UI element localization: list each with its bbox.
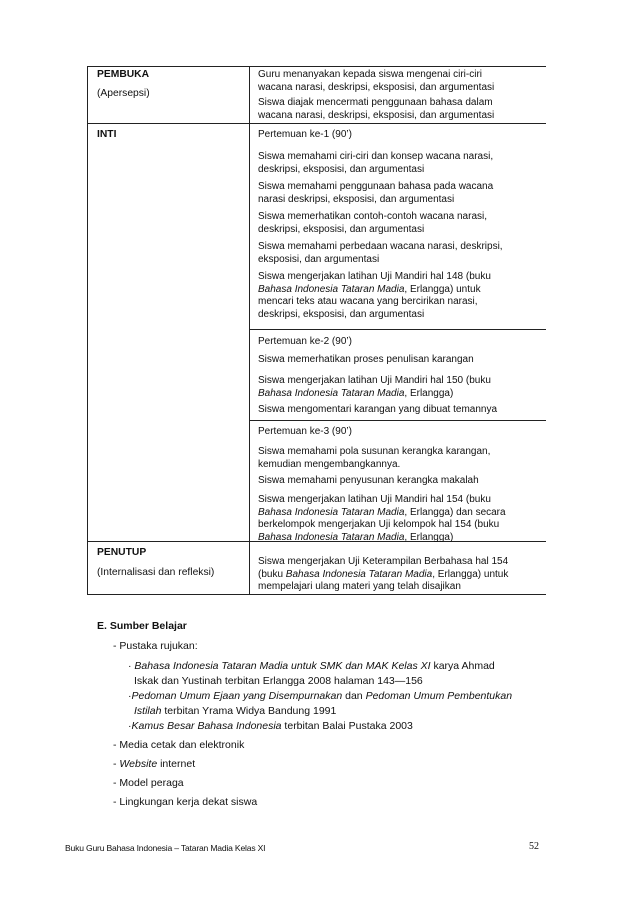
inti-label: INTI	[97, 129, 117, 140]
pembuka-label: PEMBUKA	[97, 69, 150, 80]
meeting-1-item-1: Siswa memahami ciri-ciri dan konsep wacana narasi, deskripsi, eksposisi, dan argumentasi	[258, 151, 494, 175]
pembuka-sub: (Apersepsi)	[97, 88, 150, 99]
media-item: - Media cetak dan elektronik	[113, 739, 245, 751]
row-divider-pembuka-inti	[87, 123, 546, 124]
lingkungan-item: - Lingkungan kerja dekat siswa	[113, 796, 258, 808]
meeting-1-item-5: Siswa mengerjakan latihan Uji Mandiri hal 148 (buku Bahasa Indonesia Tataran Madia, Erlangga) untuk mencari teks atau wacana yang bercirikan narasi, deskripsi, eksposisi, dan argumentasi	[258, 271, 491, 320]
meeting-3-item-2: Siswa memahami penyusunan kerangka makalah	[258, 475, 479, 486]
pembuka-item-2: Siswa diajak mencermati penggunaan bahasa dalam wacana narasi, deskripsi, eksposisi, dan argumentasi	[258, 97, 495, 121]
meeting-2-item-1: Siswa memerhatikan proses penulisan karangan	[258, 354, 474, 365]
meeting-2-item-2: Siswa mengerjakan latihan Uji Mandiri hal 150 (buku Bahasa Indonesia Tataran Madia, Erlangga)	[258, 375, 491, 399]
footer-book-title: Buku Guru Bahasa Indonesia – Tataran Madia Kelas XI	[65, 843, 266, 853]
table-column-divider	[249, 66, 250, 595]
penutup-item: Siswa mengerjakan Uji Keterampilan Berbahasa hal 154 (buku Bahasa Indonesia Tataran Madia, Erlangga) untuk mempelajari ulang materi yang telah disajikan	[258, 556, 509, 592]
meeting-1-item-2: Siswa memahami penggunaan bahasa pada wacana narasi deskripsi, eksposisi, dan argumentasi	[258, 181, 494, 205]
pustaka-rujukan-label: - Pustaka rujukan:	[113, 640, 198, 652]
section-heading-sumber-belajar: E. Sumber Belajar	[97, 620, 187, 632]
penutup-sub: (Internalisasi dan refleksi)	[97, 567, 215, 578]
model-item: - Model peraga	[113, 777, 184, 789]
meeting-2-item-3: Siswa mengomentari karangan yang dibuat temannya	[258, 404, 498, 415]
meeting-1-item-3: Siswa memerhatikan contoh-contoh wacana narasi, deskripsi, eksposisi, dan argumentasi	[258, 211, 488, 235]
reference-item-3: ·Kamus Besar Bahasa Indonesia terbitan Balai Pustaka 2003	[128, 720, 413, 732]
reference-item-2: ·Pedoman Umum Ejaan yang Disempurnakan dan Pedoman Umum Pembentukan Istilah terbitan Yrama Widya Bandung 1991	[128, 690, 513, 717]
meeting-divider-2	[249, 420, 546, 421]
pembuka-item-1: Guru menanyakan kepada siswa mengenai ciri-ciri wacana narasi, deskripsi, eksposisi, dan argumentasi	[258, 69, 495, 93]
meeting-divider-1	[249, 329, 546, 330]
meeting-1-item-4: Siswa memahami perbedaan wacana narasi, deskripsi, eksposisi, dan argumentasi	[258, 241, 503, 265]
page-number: 52	[529, 841, 539, 852]
meeting-3-title: Pertemuan ke-3 (90’)	[258, 426, 352, 437]
meeting-3-item-1: Siswa memahami pola susunan kerangka karangan, kemudian mengembangkannya.	[258, 446, 491, 470]
website-item: - Website internet	[113, 758, 196, 770]
meeting-1-title: Pertemuan ke-1 (90’)	[258, 129, 352, 140]
reference-item-1: · Bahasa Indonesia Tataran Madia untuk SMK dan MAK Kelas XI karya Ahmad Iskak dan Yustinah terbitan Erlangga 2008 halaman 143—156	[128, 660, 495, 687]
penutup-label: PENUTUP	[97, 547, 147, 558]
meeting-3-item-3: Siswa mengerjakan latihan Uji Mandiri hal 154 (buku Bahasa Indonesia Tataran Madia, Erlangga) dan secara berkelompok mengerjakan Uji kelompok hal 154 (buku Bahasa Indonesia Tataran Madia, Erlangga)	[258, 494, 506, 543]
meeting-2-title: Pertemuan ke-2 (90’)	[258, 336, 352, 347]
